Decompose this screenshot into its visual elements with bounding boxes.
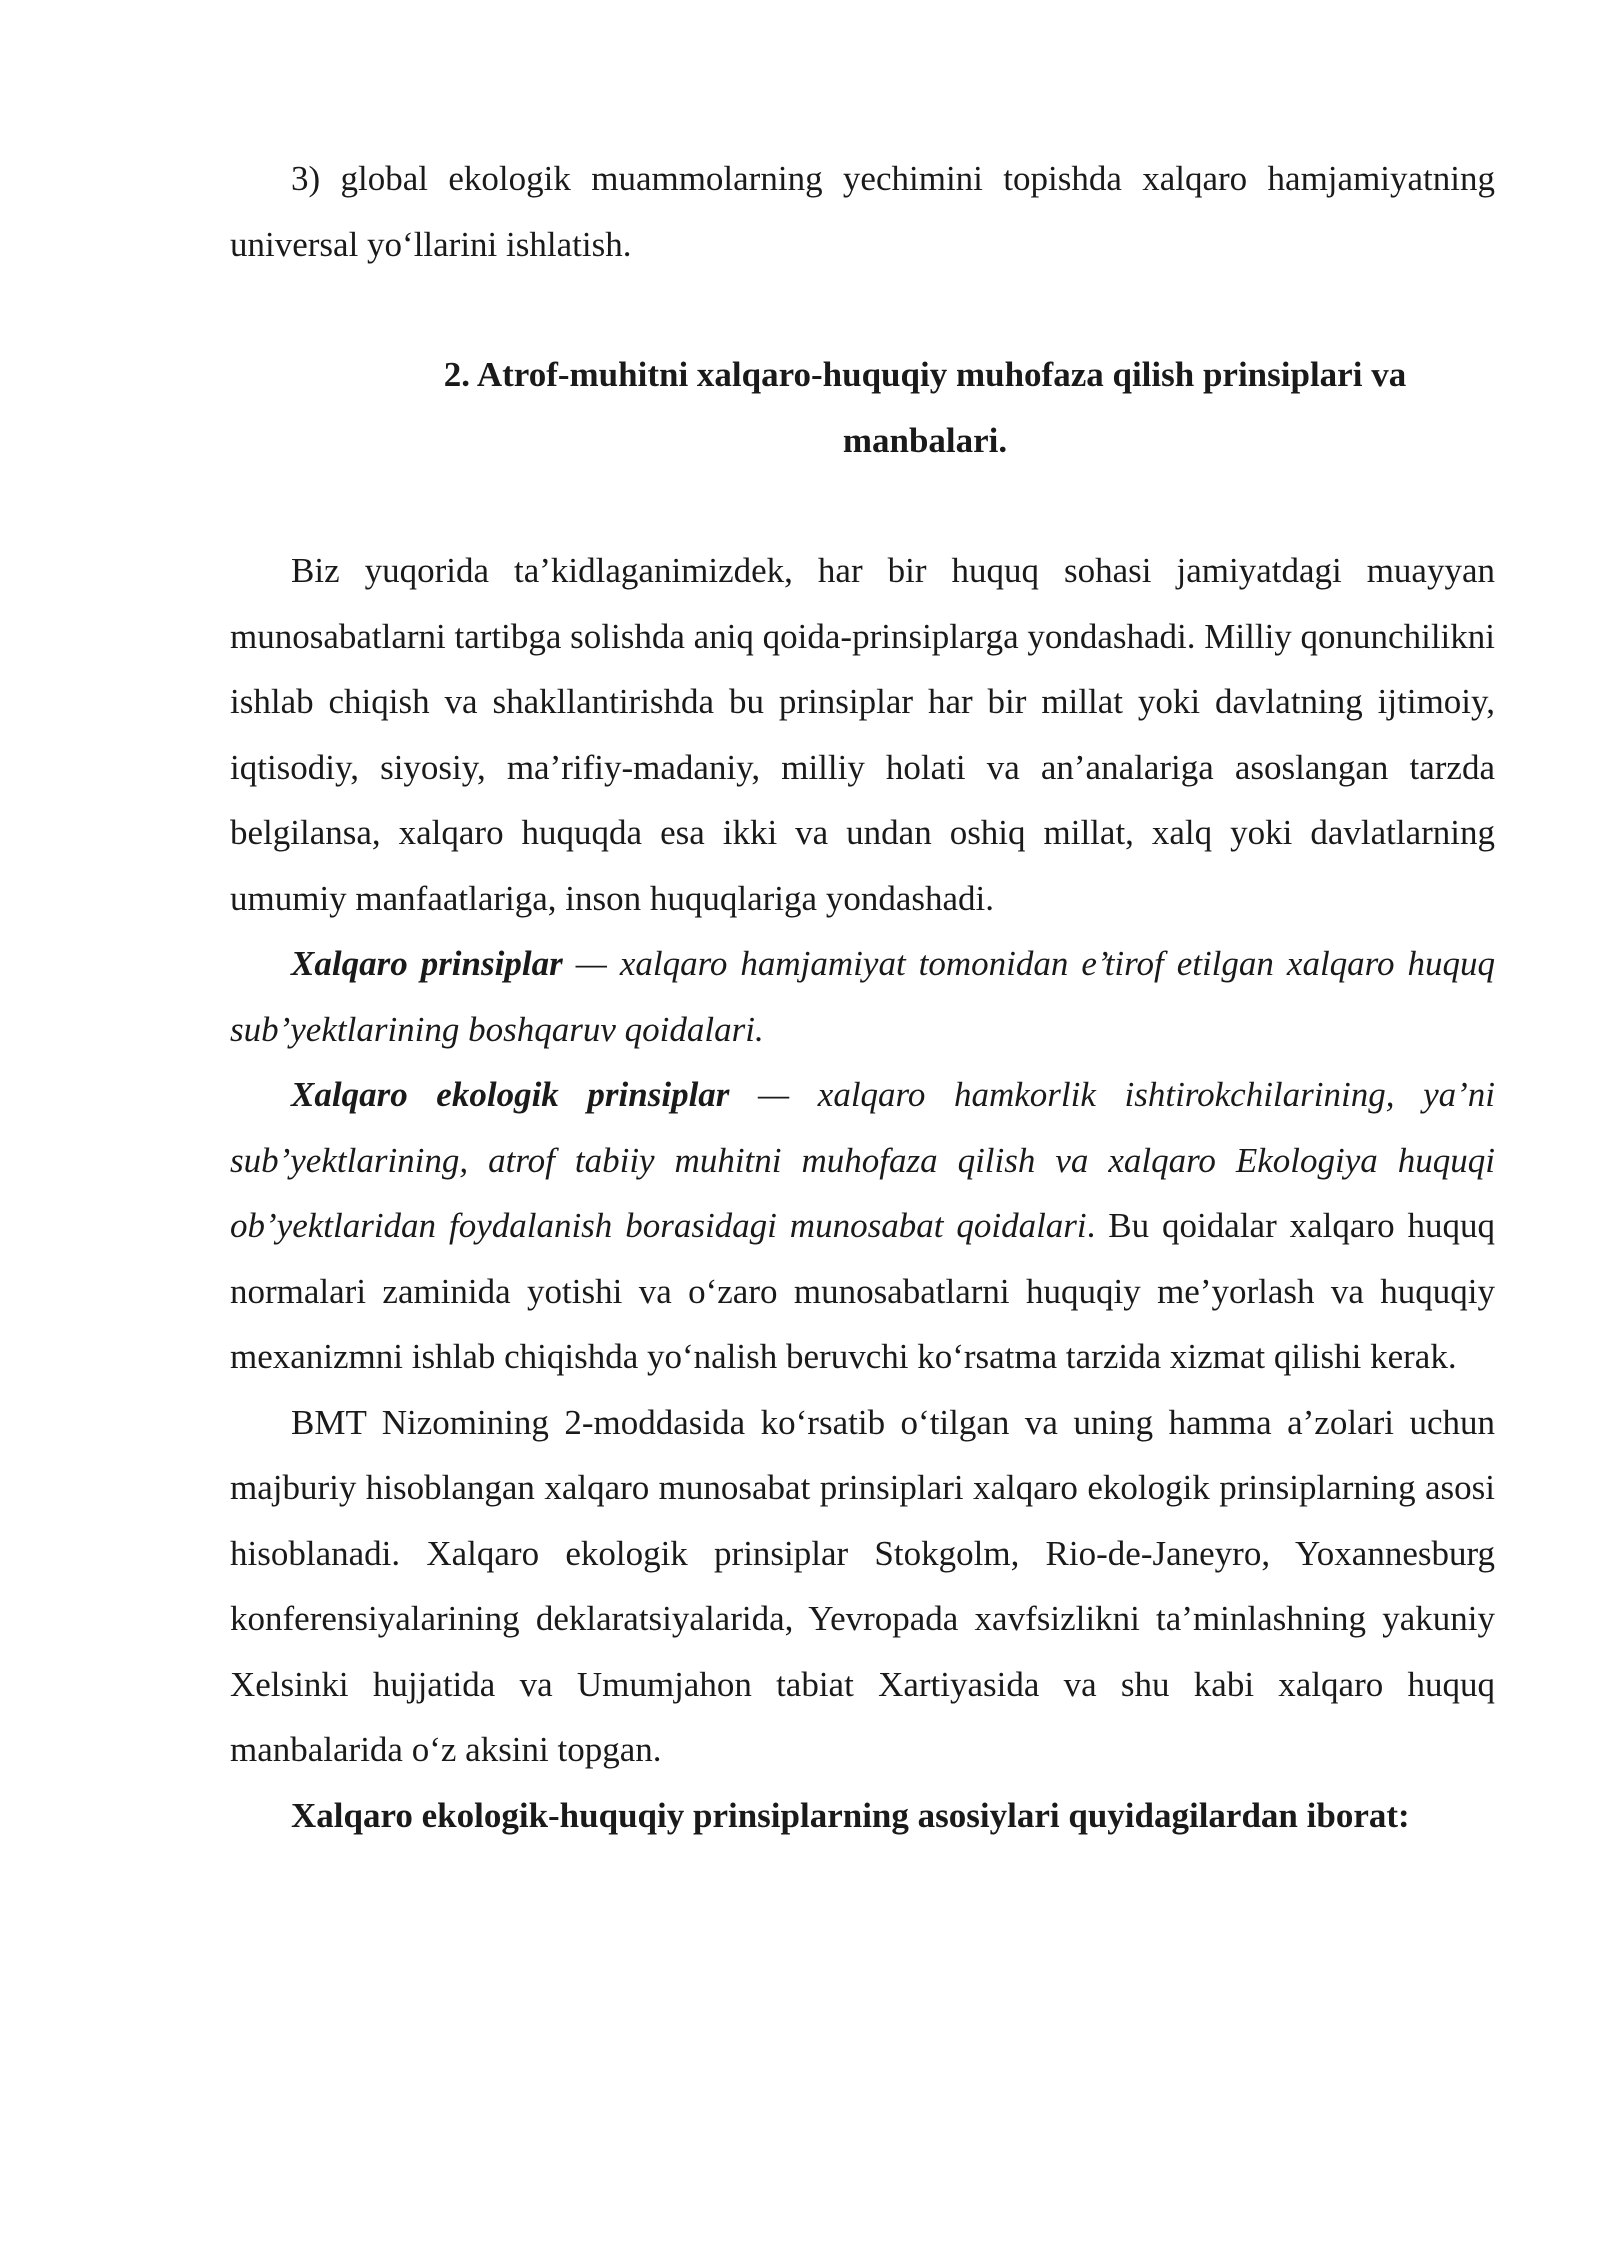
section-heading-line-2: manbalari. <box>842 420 1008 460</box>
page-content <box>230 146 1495 1848</box>
section-heading <box>230 342 1495 473</box>
definition-continuation: . Bu qoidalar xalqaro huquq normalari zaminida yotishi va o‘zaro munosabatlarni huquqiy me’yorlash va huquqiy mexanizmni ishlab chiqishda yo‘nalish beruvchi ko‘rsatma tarzida xizmat qilishi kerak. <box>230 1206 1496 1376</box>
definition-international-principles <box>230 931 1495 1062</box>
closing-heading: Xalqaro ekologik-huquqiy prinsiplarning asosiylari quyidagilardan iborat: <box>291 1795 1410 1835</box>
paragraph-principles-intro: Biz yuqorida ta’kidlaganimizdek, har bir huquq sohasi jamiyatdagi muayyan munosabatlarni tartibga solishda aniq qoida-prinsiplarga yondashadi. Milliy qonunchilikni ishlab chiqish va shakllantirishda bu prinsiplar har bir millat yoki davlatning ijtimoiy, iqtisodiy, siyosiy, ma’rifiy-madaniy, milliy holati va an’analariga asoslangan tarzda belgilansa, xalqaro huquqda esa ikki va undan oshiq millat, xalq yoki davlatlarning umumiy manfaatlariga, inson huquqlariga yondashadi. <box>230 551 1495 918</box>
definition-text: xalqaro hamkorlik ishtirokchilarining, ya’ni sub’yektlarining, atrof tabiiy muhitni muhofaza qilish va xalqaro Ekologiya huquqi ob’yektlaridan foydalanish borasidagi munosabat qoidalari <box>230 1075 1495 1245</box>
definition-dash: — <box>562 944 620 983</box>
paragraph-un-charter: BMT Nizomining 2-moddasida ko‘rsatib o‘tilgan va uning hamma a’zolari uchun majburiy hisoblangan xalqaro munosabat prinsiplari xalqaro ekologik prinsiplarning asosi hisoblanadi. Xalqaro ekologik prinsiplar Stokgolm, Rio-de-Janeyro, Yoxannesburg konferensiyalarining deklaratsiyalarida, Yevropada xavfsizlikni ta’minlashning yakuniy Xelsinki hujjatida va Umumjahon tabiat Xartiyasida va shu kabi xalqaro huquq manbalarida o‘z aksini topgan. <box>230 1402 1495 1769</box>
definition-dash: — <box>729 1075 818 1114</box>
definition-term: Xalqaro prinsiplar <box>291 944 563 983</box>
list-item-3: 3) global ekologik muammolarning yechimini topishda xalqaro hamjamiyatning universal yo‘llarini ishlatish. <box>230 159 1495 264</box>
section-heading-line-1: 2. Atrof-muhitni xalqaro-huquqiy muhofaza qilish prinsiplari va <box>443 355 1407 394</box>
definition-ecological-principles <box>230 1062 1495 1390</box>
definition-text: xalqaro hamjamiyat tomonidan e’tirof etilgan xalqaro huquq sub’yektlarining boshqaruv qoidalari. <box>230 944 1495 1049</box>
definition-term: Xalqaro ekologik prinsiplar <box>291 1075 730 1114</box>
